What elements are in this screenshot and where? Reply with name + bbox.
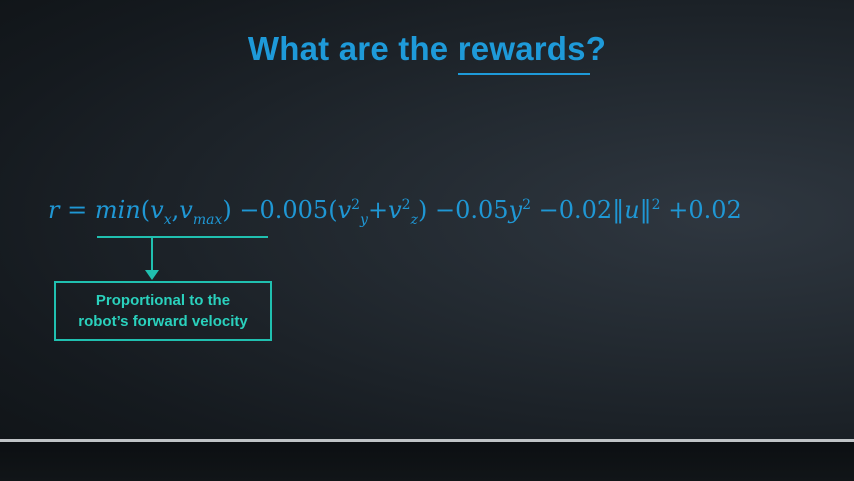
eq-equals: = (67, 196, 88, 224)
eq-vy-sup: 2 (351, 197, 361, 213)
eq-t2-plus: + (367, 196, 389, 224)
eq-coef3: 0.05 (455, 196, 509, 224)
eq-vz-sub: z (410, 211, 418, 228)
down-arrow-icon (140, 236, 164, 282)
eq-vz: v (388, 196, 402, 224)
eq-u: u (624, 196, 640, 224)
eq-min-close: ) (222, 196, 232, 224)
title-prefix: What are the (247, 30, 458, 67)
eq-norm-sup: 2 (651, 197, 661, 213)
eq-vy: v (337, 196, 352, 224)
eq-min-fn: min (94, 196, 141, 224)
eq-norm-close: ‖ (639, 196, 652, 224)
eq-op3: − (538, 196, 559, 224)
annotation-box (54, 281, 272, 341)
title-suffix: ? (585, 30, 607, 67)
slide-title (0, 30, 854, 68)
eq-op4: + (668, 196, 689, 224)
eq-lhs: r (48, 196, 60, 224)
eq-op1: − (239, 196, 260, 224)
eq-vmax: v (179, 196, 193, 224)
annotation-line-2: robot’s forward velocity (78, 313, 248, 330)
reward-equation (48, 196, 808, 236)
term-underline (97, 236, 268, 238)
bottom-bar (0, 442, 854, 481)
eq-vx: v (150, 196, 164, 224)
eq-vmax-sub: max (192, 211, 223, 228)
eq-y: y (508, 196, 523, 224)
eq-min-sep: , (171, 196, 180, 224)
eq-norm-open: ‖ (612, 196, 625, 224)
eq-const: 0.02 (688, 196, 742, 224)
eq-y-sup: 2 (522, 197, 531, 213)
eq-vz-sup: 2 (401, 197, 411, 213)
eq-coef2: 0.005 (259, 196, 329, 224)
eq-t2-open: ( (328, 196, 338, 224)
eq-vx-sub: x (163, 211, 172, 228)
title-emphasis-word: rewards (457, 30, 586, 67)
eq-min-open: ( (140, 196, 151, 224)
eq-vy-sub: y (360, 211, 368, 228)
eq-op2: − (434, 196, 456, 224)
eq-coef4: 0.02 (558, 196, 613, 224)
annotation-line-1: Proportional to the (95, 292, 231, 309)
eq-t2-close: ) (417, 196, 428, 224)
